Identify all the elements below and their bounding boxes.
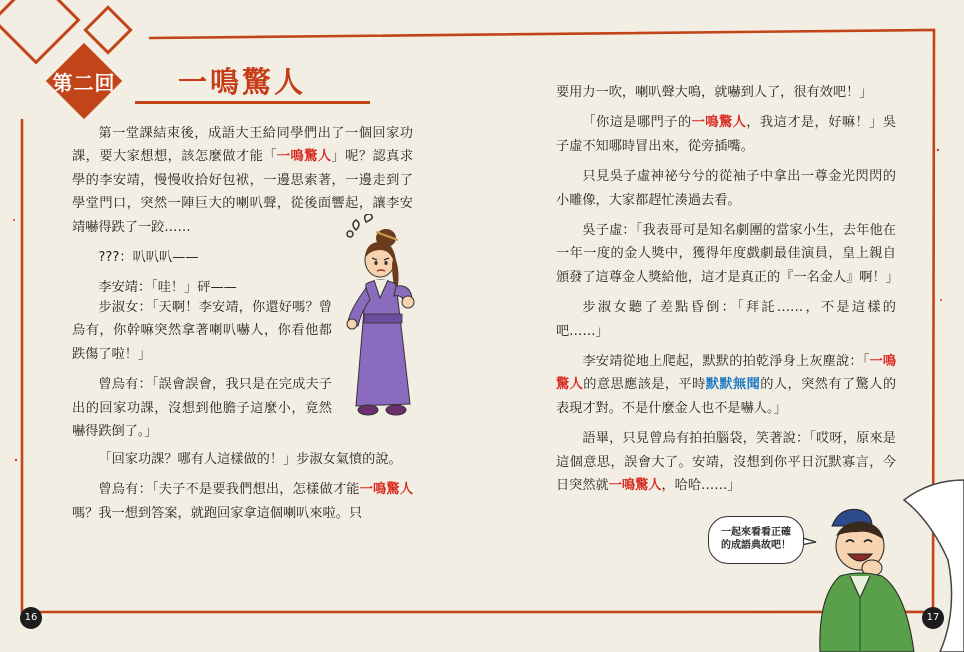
paragraph-bu-faint: 步淑女聽了差點昏倒：「拜託……，不是這樣的吧……」 xyxy=(556,300,896,339)
title-underline xyxy=(135,101,370,104)
page-number-left: 16 xyxy=(20,607,42,629)
paragraph-wu-claim: 吳子虛：「我表哥可是知名劇團的當家小生，去年他在一年一度的金人獎中，獲得年度戲劇最佳演員，皇上親自頒發了這尊金人獎給他，這才是真正的『一名金人』啊！」 xyxy=(556,223,899,285)
paragraph-zeng1: 曾烏有：「誤會誤會，我只是在完成夫子出的回家功課，沒想到他膽子這麼小，竟然嚇得跌倒了。」 xyxy=(72,377,332,440)
character-zeng-wuyou xyxy=(810,506,920,652)
chapter-badge xyxy=(45,42,123,120)
curly-anger-icon xyxy=(347,214,372,237)
right-text xyxy=(556,81,899,505)
paragraph-wu-interrupt: 「你這是哪門子的一鳴驚人，我這才是，好嘛！」吳子虛不知哪時冒出來，從旁插嘴。 xyxy=(556,115,897,154)
paragraph-zeng2: 曾烏有：「夫子不是要我們想出，怎樣做才能一鳴驚人嗎？我一想到答案，就跑回家拿這個喇叭來啦。只 xyxy=(72,482,414,521)
paragraph-statue: 只見吳子虛神祕兮兮的從袖子中拿出一尊金光閃閃的小雕像，大家都趕忙湊過去看。 xyxy=(556,169,896,208)
paragraph-zeng-laugh: 語畢，只見曾烏有拍拍腦袋，笑著說：「哎呀，原來是這個意思，誤會大了。安靖，沒想到你平日沉默寡言，今日突然就一鳴驚人，哈哈……」 xyxy=(556,431,896,494)
line-horn: ???：叭叭叭—— xyxy=(98,250,199,266)
idiom-highlight-blue: 默默無聞 xyxy=(705,377,761,393)
paragraph-li-explain: 李安靖從地上爬起，默默的拍乾淨身上灰塵說：「一鳴驚人的意思應該是，平時默默無聞的人，突然有了驚人的表現才對。不是什麼金人也不是嚇人。」 xyxy=(556,354,897,416)
chapter-title: 一鳴驚人 xyxy=(178,65,307,99)
idiom-highlight: 一鳴驚人 xyxy=(608,478,662,494)
paragraph-continued: 要用力一吹，喇叭聲大鳴，就嚇到人了，很有效吧！」 xyxy=(556,85,873,100)
idiom-highlight: 一鳴驚人 xyxy=(556,354,897,393)
page-number-right: 17 xyxy=(922,607,944,629)
chapter-label: 第二回 xyxy=(52,71,116,95)
left-text-bottom xyxy=(72,448,413,532)
idiom-highlight: 一鳴驚人 xyxy=(276,149,332,165)
idiom-highlight: 一鳴驚人 xyxy=(691,115,747,131)
left-text-mid xyxy=(72,296,332,450)
paragraph-bu2: 「回家功課？哪有人這樣做的！」步淑女氣憤的說。 xyxy=(98,452,402,467)
idiom-highlight: 一鳴驚人 xyxy=(359,482,414,498)
paragraph-bu: 步淑女：「天啊！李安靖，你還好嗎？曾烏有，你幹嘛突然拿著喇叭嚇人，你看他都跌傷了啦！」 xyxy=(72,300,332,362)
line-li: 李安靖：「哇！」砰—— xyxy=(98,280,237,296)
paragraph-intro: 第一堂課結束後，成語大王給同學們出了一個回家功課，要大家想想，該怎麼做才能「一鳴驚人」呢？認真求學的李安靖，慢慢收拾好包袱，一邊思索著，一邊走到了學堂門口，突然一陣巨大的喇叭聲，從後面響起，讓李安靖嚇得跌了一跤…… xyxy=(72,126,414,235)
character-bu-shunu xyxy=(336,214,426,428)
speech-bubble-text: 一起來看看正確 的成語典故吧！ xyxy=(721,527,791,551)
